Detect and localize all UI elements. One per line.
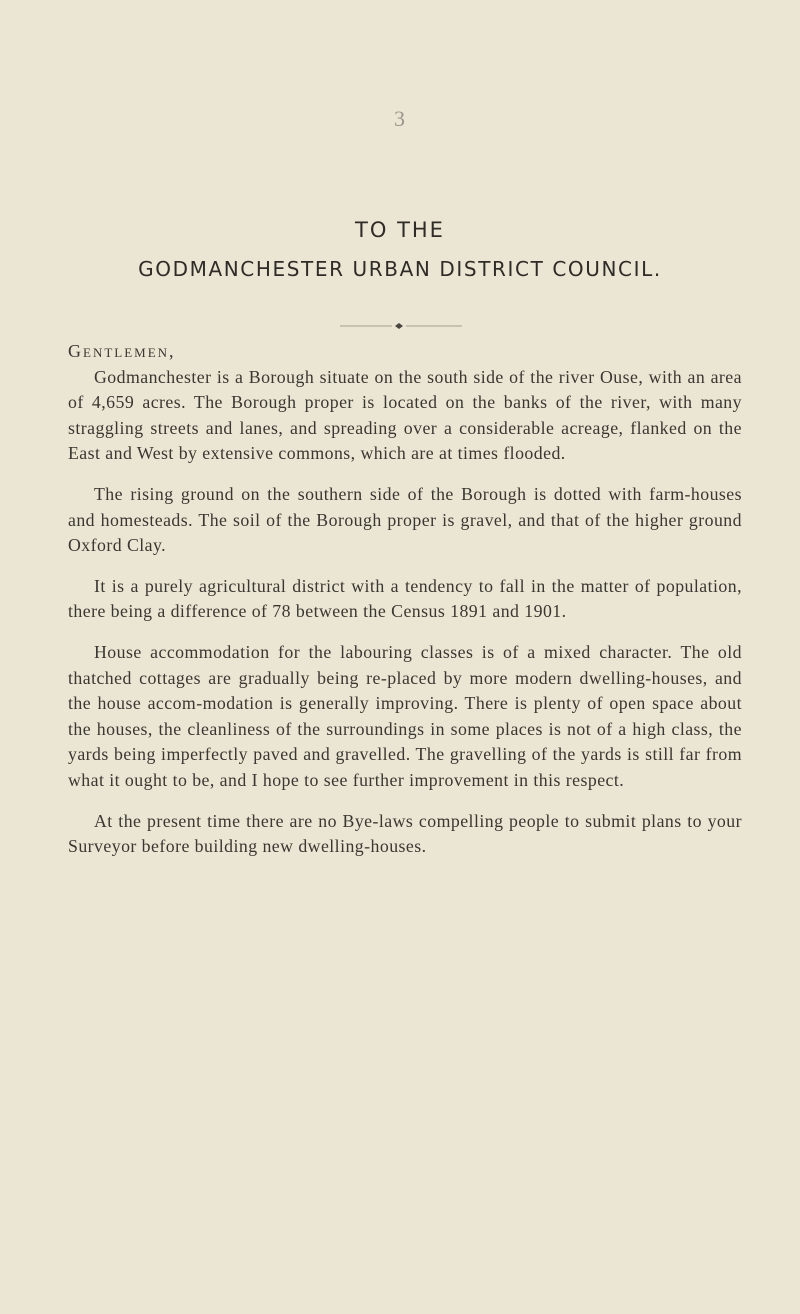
paragraph-bye-laws: At the present time there are no Bye-laws compelling people to submit plans to your Surveyor before building new dwelling-houses. <box>68 810 742 857</box>
paragraph-housing: House accommodation for the labouring classes is of a mixed character. The old thatched cottages are gradually being re-placed by more modern dwelling-houses, and the house accom-modation is generally improving. There is plenty of open space about the houses, the cleanliness of the surroundings in some places is not of a high class, the yards being imperfectly paved and gravelled. The gravelling of the yards is still far from what it ought to be, and I hope to see further improvement in this respect. <box>68 641 742 790</box>
paragraph-population: It is a purely agricultural district with a tendency to fall in the matter of population, there being a difference of 78 between the Census 1891 and 1901. <box>68 575 742 622</box>
letter-body <box>68 339 742 875</box>
heading-council-name: GODMANCHESTER URBAN DISTRICT COUNCIL. <box>138 257 662 281</box>
page-number: 3 <box>394 106 406 131</box>
salutation: Gentlemen, <box>68 341 176 361</box>
paragraph-borough-description: Godmanchester is a Borough situate on the south side of the river Ouse, with an area of 4,659 acres. The Borough proper is located on the banks of the river, with many straggling streets and lanes, and spreading over a considerable acreage, flanked on the East and West by extensive commons, which are at times flooded. <box>68 366 742 464</box>
heading-addressee-line: TO THE <box>355 218 445 242</box>
divider-ornament <box>340 320 462 332</box>
paragraph-soil: The rising ground on the southern side of the Borough is dotted with farm-houses and homesteads. The soil of the Borough proper is gravel, and that of the higher ground Oxford Clay. <box>68 483 742 556</box>
